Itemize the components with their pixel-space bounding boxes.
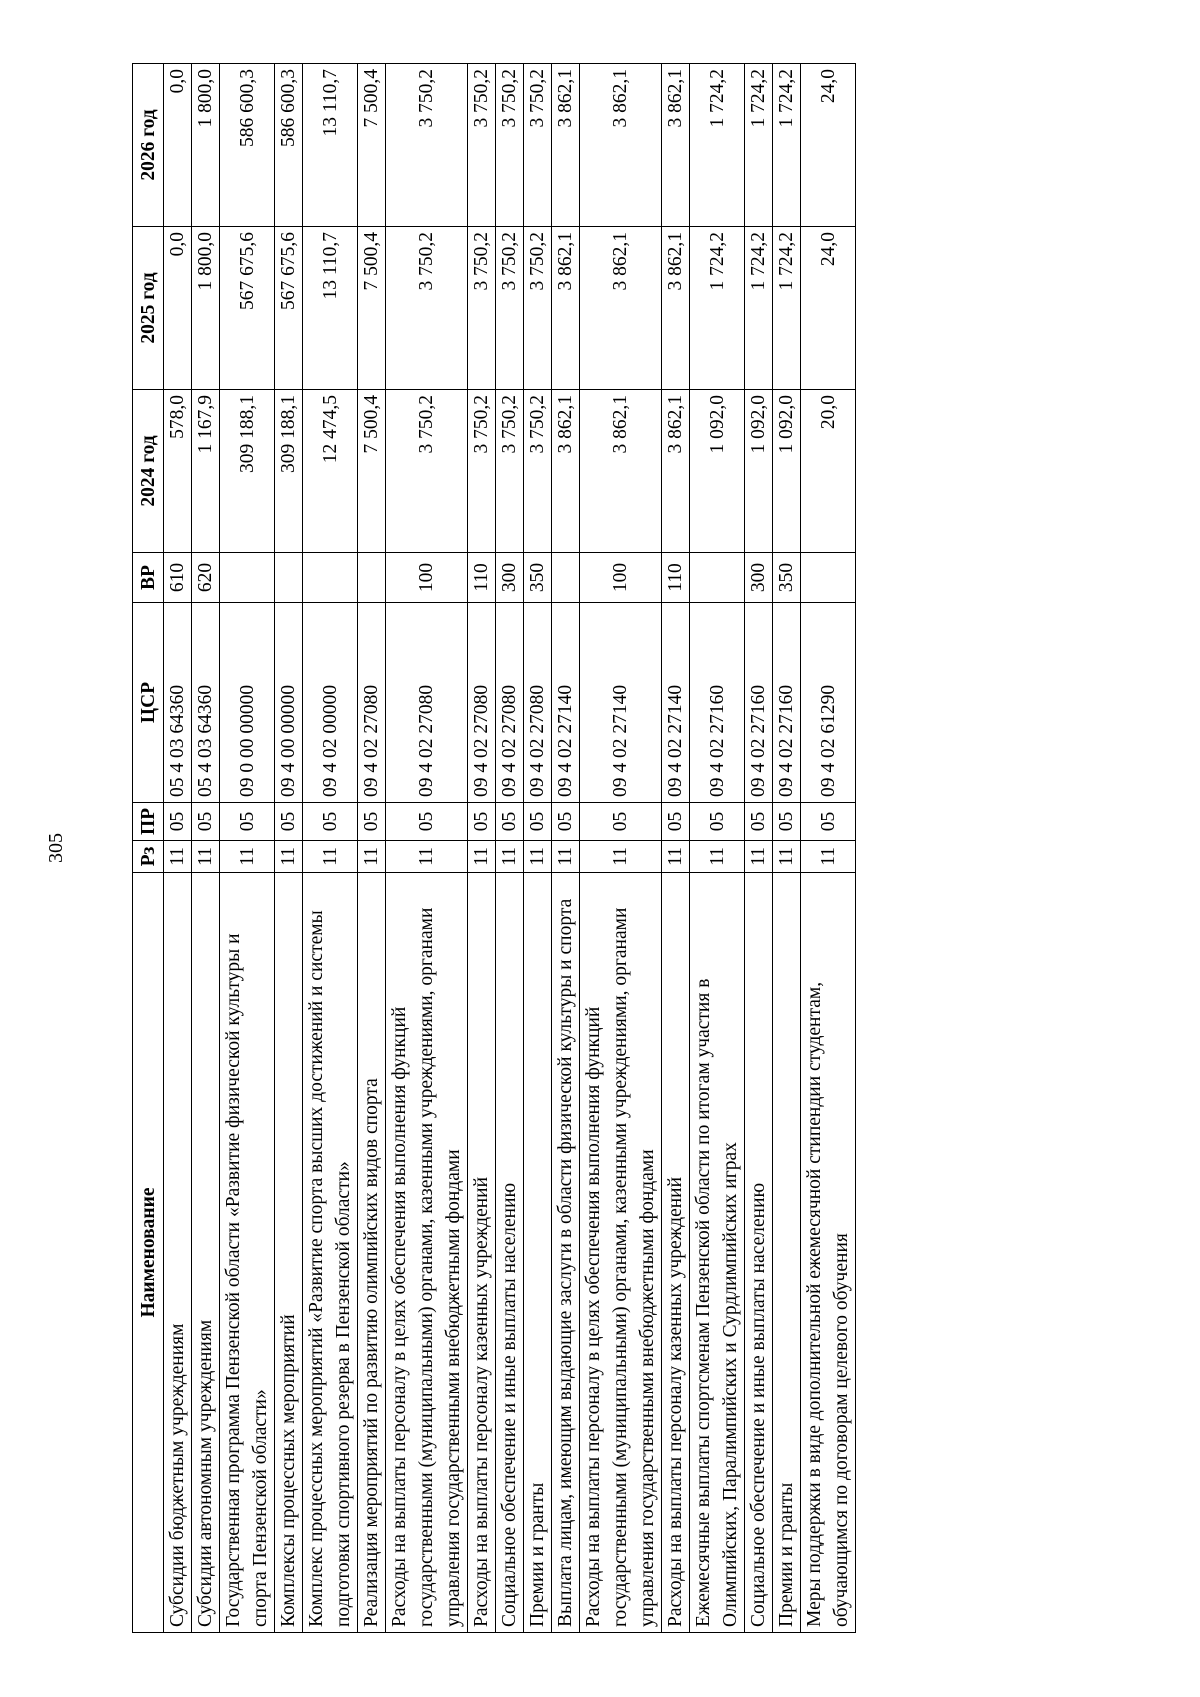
table-header-row: [133, 64, 164, 1633]
cell-2024: 3 862,1: [662, 390, 690, 553]
cell-2024: 1 092,0: [690, 390, 745, 553]
table-row: [745, 64, 773, 1633]
cell-csr: 09 4 02 27080: [468, 603, 496, 803]
header-2024: 2024 год: [133, 390, 164, 553]
cell-2025: 3 750,2: [524, 227, 552, 390]
rotated-page-content: [132, 63, 998, 1633]
cell-2025: 13 110,7: [303, 227, 358, 390]
cell-name: Реализация мероприятий по развитию олимпийских видов спорта: [358, 873, 386, 1633]
cell-name: Социальное обеспечение и иные выплаты населению: [496, 873, 524, 1633]
header-2026: 2026 год: [133, 64, 164, 227]
cell-vr: [358, 553, 386, 603]
cell-csr: 09 4 02 27080: [524, 603, 552, 803]
cell-2026: 3 750,2: [468, 64, 496, 227]
cell-2026: 7 500,4: [358, 64, 386, 227]
cell-2024: 309 188,1: [275, 390, 303, 553]
cell-2026: 1 800,0: [192, 64, 220, 227]
cell-name: Расходы на выплаты персоналу казенных учреждений: [662, 873, 690, 1633]
cell-name: Комплексы процессных мероприятий: [275, 873, 303, 1633]
cell-csr: 09 4 02 27160: [773, 603, 801, 803]
cell-2025: 24,0: [801, 227, 856, 390]
cell-csr: 09 4 00 00000: [275, 603, 303, 803]
cell-2025: 3 750,2: [468, 227, 496, 390]
header-csr: ЦСР: [133, 603, 164, 803]
cell-name: Расходы на выплаты персоналу казенных учреждений: [468, 873, 496, 1633]
cell-2024: 20,0: [801, 390, 856, 553]
cell-2024: 3 750,2: [524, 390, 552, 553]
table-row: [662, 64, 690, 1633]
cell-name: Расходы на выплаты персоналу в целях обеспечения выполнения функций государственными (муниципальными) органами, казенными учреждениями, органами управления государственными внебюджетными фондами: [580, 873, 662, 1633]
cell-2025: 1 724,2: [773, 227, 801, 390]
cell-rz: 11: [552, 841, 580, 873]
cell-vr: 110: [468, 553, 496, 603]
cell-2025: 3 862,1: [580, 227, 662, 390]
cell-2025: 1 724,2: [690, 227, 745, 390]
cell-2026: 1 724,2: [745, 64, 773, 227]
cell-name: Комплекс процессных мероприятий «Развитие спорта высших достижений и системы подготовки спортивного резерва в Пензенской области»: [303, 873, 358, 1633]
cell-2026: 13 110,7: [303, 64, 358, 227]
cell-csr: 09 4 02 27160: [690, 603, 745, 803]
cell-pr: 05: [275, 803, 303, 841]
cell-2026: 24,0: [801, 64, 856, 227]
cell-csr: 05 4 03 64360: [164, 603, 192, 803]
cell-vr: 350: [773, 553, 801, 603]
cell-vr: [275, 553, 303, 603]
cell-vr: 300: [496, 553, 524, 603]
cell-2025: 1 800,0: [192, 227, 220, 390]
cell-rz: 11: [164, 841, 192, 873]
cell-2025: 3 862,1: [552, 227, 580, 390]
cell-pr: 05: [524, 803, 552, 841]
cell-vr: 350: [524, 553, 552, 603]
page-number: 305: [45, 833, 67, 863]
table-body: [164, 64, 856, 1633]
cell-pr: 05: [690, 803, 745, 841]
cell-vr: 300: [745, 553, 773, 603]
cell-pr: 05: [220, 803, 275, 841]
cell-name: Социальное обеспечение и иные выплаты населению: [745, 873, 773, 1633]
cell-2025: 567 675,6: [220, 227, 275, 390]
cell-rz: 11: [580, 841, 662, 873]
cell-pr: 05: [358, 803, 386, 841]
table-row: [386, 64, 468, 1633]
cell-pr: 05: [468, 803, 496, 841]
cell-pr: 05: [164, 803, 192, 841]
budget-table: [132, 63, 856, 1633]
cell-2024: 578,0: [164, 390, 192, 553]
cell-csr: 09 4 02 27140: [662, 603, 690, 803]
cell-rz: 11: [690, 841, 745, 873]
cell-vr: 610: [164, 553, 192, 603]
cell-pr: 05: [773, 803, 801, 841]
cell-name: Выплата лицам, имеющим выдающие заслуги в области физической культуры и спорта: [552, 873, 580, 1633]
cell-2026: 0,0: [164, 64, 192, 227]
cell-2024: 12 474,5: [303, 390, 358, 553]
table-row: [496, 64, 524, 1633]
cell-rz: 11: [192, 841, 220, 873]
cell-2025: 0,0: [164, 227, 192, 390]
cell-pr: 05: [801, 803, 856, 841]
cell-2024: 309 188,1: [220, 390, 275, 553]
table-row: [801, 64, 856, 1633]
cell-2025: 3 750,2: [386, 227, 468, 390]
cell-pr: 05: [552, 803, 580, 841]
cell-rz: 11: [524, 841, 552, 873]
cell-2024: 3 862,1: [552, 390, 580, 553]
cell-2024: 3 750,2: [496, 390, 524, 553]
cell-rz: 11: [358, 841, 386, 873]
cell-rz: 11: [303, 841, 358, 873]
cell-rz: 11: [745, 841, 773, 873]
table-row: [580, 64, 662, 1633]
table-row: [468, 64, 496, 1633]
cell-name: Премии и гранты: [773, 873, 801, 1633]
header-vr: ВР: [133, 553, 164, 603]
table-row: [303, 64, 358, 1633]
cell-csr: 05 4 03 64360: [192, 603, 220, 803]
cell-2024: 3 862,1: [580, 390, 662, 553]
cell-2024: 7 500,4: [358, 390, 386, 553]
cell-pr: 05: [303, 803, 358, 841]
cell-2026: 1 724,2: [690, 64, 745, 227]
cell-2026: 3 862,1: [580, 64, 662, 227]
cell-2024: 1 092,0: [773, 390, 801, 553]
cell-csr: 09 4 02 27080: [386, 603, 468, 803]
cell-vr: [303, 553, 358, 603]
cell-2025: 3 750,2: [496, 227, 524, 390]
cell-pr: 05: [580, 803, 662, 841]
cell-vr: [220, 553, 275, 603]
cell-pr: 05: [192, 803, 220, 841]
table-row: [192, 64, 220, 1633]
cell-pr: 05: [496, 803, 524, 841]
table-row: [524, 64, 552, 1633]
cell-vr: [552, 553, 580, 603]
cell-rz: 11: [220, 841, 275, 873]
cell-csr: 09 4 02 27140: [552, 603, 580, 803]
table-row: [773, 64, 801, 1633]
cell-name: Ежемесячные выплаты спортсменам Пензенской области по итогам участия в Олимпийских, Паралимпийских и Сурдлимпийских играх: [690, 873, 745, 1633]
cell-2024: 1 092,0: [745, 390, 773, 553]
table-row: [220, 64, 275, 1633]
cell-csr: 09 4 02 27080: [358, 603, 386, 803]
cell-vr: 620: [192, 553, 220, 603]
cell-2026: 586 600,3: [275, 64, 303, 227]
cell-rz: 11: [386, 841, 468, 873]
cell-2024: 3 750,2: [468, 390, 496, 553]
cell-2024: 3 750,2: [386, 390, 468, 553]
cell-name: Субсидии автономным учреждениям: [192, 873, 220, 1633]
cell-csr: 09 4 02 00000: [303, 603, 358, 803]
cell-vr: [690, 553, 745, 603]
cell-rz: 11: [275, 841, 303, 873]
cell-csr: 09 0 00 00000: [220, 603, 275, 803]
cell-rz: 11: [468, 841, 496, 873]
cell-rz: 11: [496, 841, 524, 873]
cell-rz: 11: [773, 841, 801, 873]
cell-name: Меры поддержки в виде дополнительной ежемесячной стипендии студентам, обучающимся по договорам целевого обучения: [801, 873, 856, 1633]
cell-pr: 05: [745, 803, 773, 841]
cell-2026: 3 750,2: [386, 64, 468, 227]
table-row: [275, 64, 303, 1633]
cell-2025: 1 724,2: [745, 227, 773, 390]
header-2025: 2025 год: [133, 227, 164, 390]
cell-vr: [801, 553, 856, 603]
cell-2025: 567 675,6: [275, 227, 303, 390]
cell-csr: 09 4 02 27080: [496, 603, 524, 803]
cell-2025: 3 862,1: [662, 227, 690, 390]
header-name: Наименование: [133, 873, 164, 1633]
cell-csr: 09 4 02 61290: [801, 603, 856, 803]
cell-2026: 3 750,2: [496, 64, 524, 227]
header-rz: Рз: [133, 841, 164, 873]
cell-vr: 100: [580, 553, 662, 603]
cell-2024: 1 167,9: [192, 390, 220, 553]
cell-name: Государственная программа Пензенской области «Развитие физической культуры и спорта Пензенской области»: [220, 873, 275, 1633]
cell-name: Премии и гранты: [524, 873, 552, 1633]
table-row: [690, 64, 745, 1633]
cell-vr: 110: [662, 553, 690, 603]
table-row: [552, 64, 580, 1633]
cell-pr: 05: [662, 803, 690, 841]
table-row: [164, 64, 192, 1633]
cell-name: Субсидии бюджетным учреждениям: [164, 873, 192, 1633]
table-row: [358, 64, 386, 1633]
cell-rz: 11: [662, 841, 690, 873]
cell-2026: 1 724,2: [773, 64, 801, 227]
cell-2026: 3 750,2: [524, 64, 552, 227]
cell-2025: 7 500,4: [358, 227, 386, 390]
cell-rz: 11: [801, 841, 856, 873]
cell-csr: 09 4 02 27140: [580, 603, 662, 803]
cell-2026: 3 862,1: [552, 64, 580, 227]
cell-csr: 09 4 02 27160: [745, 603, 773, 803]
cell-pr: 05: [386, 803, 468, 841]
cell-2026: 3 862,1: [662, 64, 690, 227]
cell-vr: 100: [386, 553, 468, 603]
cell-name: Расходы на выплаты персоналу в целях обеспечения выполнения функций государственными (муниципальными) органами, казенными учреждениями, органами управления государственными внебюджетными фондами: [386, 873, 468, 1633]
header-pr: ПР: [133, 803, 164, 841]
cell-2026: 586 600,3: [220, 64, 275, 227]
